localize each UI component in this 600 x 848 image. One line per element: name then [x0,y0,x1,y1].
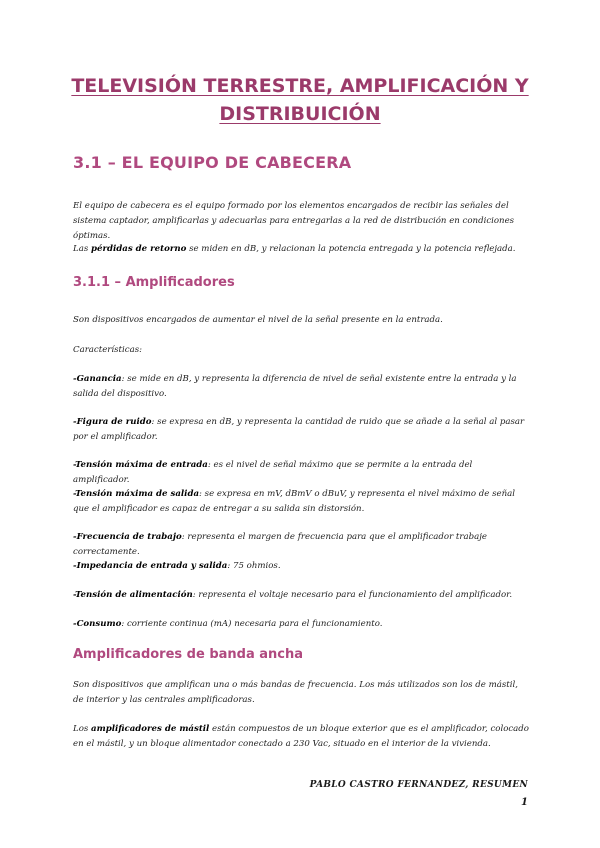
characteristic-text: : se expresa en mV, dBmV o dBuV, y representa el nivel máximo de señal que el amplificador es capaz de entregar a su salida sin distorsión. [73,489,516,514]
characteristic-item [73,617,531,632]
characteristic-item [73,458,531,488]
characteristic-item [73,372,531,402]
page-number: 1 [521,797,528,808]
characteristic-term: -Tensión máxima de entrada [73,460,208,470]
broadband-definition: Son dispositivos que amplifican una o más bandas de frecuencia. Los más utilizados son los de mástil, de interior y las centrales amplificadoras. [73,680,518,705]
characteristic-item [73,487,531,517]
characteristic-term: -Figura de ruido [73,417,152,427]
characteristic-text: : se mide en dB, y representa la diferencia de nivel de señal existente entre la entrada y la salida del dispositivo. [73,374,517,399]
characteristic-text: : corriente continua (mA) necesaria para el funcionamiento. [121,619,383,629]
characteristic-item [73,588,531,603]
characteristic-item [73,559,531,574]
characteristic-term: -Tensión de alimentación [73,590,193,600]
characteristic-term: -Ganancia [73,374,122,384]
amplifier-definition: Son dispositivos encargados de aumentar el nivel de la señal presente en la entrada. [73,315,443,325]
characteristic-item [73,530,531,560]
characteristic-term: -Frecuencia de trabajo [73,532,182,542]
subsection-heading: 3.1.1 – Amplificadores [73,275,235,290]
mast-amplifier-paragraph [73,722,531,752]
text-body: se miden en dB, y relacionan la potencia entregada y la potencia reflejada. [186,244,516,254]
bold-term: amplificadores de mástil [91,724,210,734]
characteristic-term: -Tensión máxima de salida [73,489,200,499]
characteristic-text: : 75 ohmios. [227,561,281,571]
footer-author: PABLO CASTRO FERNANDEZ, RESUMEN [309,780,528,790]
return-loss-paragraph [73,242,531,257]
characteristic-text: : se expresa en dB, y representa la cantidad de ruido que se añade a la señal al pasar por el amplificador. [73,417,525,442]
bold-term: pérdidas de retorno [90,244,187,254]
characteristics-label: Características: [73,345,142,355]
characteristic-text: : es el nivel de señal máximo que se permite a la entrada del amplificador. [73,460,473,485]
characteristic-text: : representa el voltaje necesario para el funcionamiento del amplificador. [192,590,513,600]
intro-paragraph: El equipo de cabecera es el equipo formado por los elementos encargados de recibir las señales del sistema captador, amplificarlas y adecuarlas para entregarlas a la red de distribución en condiciones óptimas. [73,201,515,241]
characteristic-text: : representa el margen de frecuencia para que el amplificador trabaje correctamente. [73,532,487,557]
section-heading: 3.1 – EL EQUIPO DE CABECERA [73,153,352,172]
broadband-heading: Amplificadores de banda ancha [73,647,304,662]
characteristic-item [73,415,531,445]
document-title: TELEVISIÓN TERRESTRE, AMPLIFICACIÓN Y DISTRIBUICIÓN [71,75,529,125]
text-prefix: Los [73,724,92,734]
text-prefix: Las [73,244,91,254]
characteristic-term: -Impedancia de entrada y salida [73,561,228,571]
text-body: están compuestos de un bloque exterior que es el amplificador, colocado en el mástil, y un bloque alimentador conectado a 230 Vac, situado en el interior de la vivienda. [73,724,529,749]
characteristic-term: -Consumo [73,619,122,629]
